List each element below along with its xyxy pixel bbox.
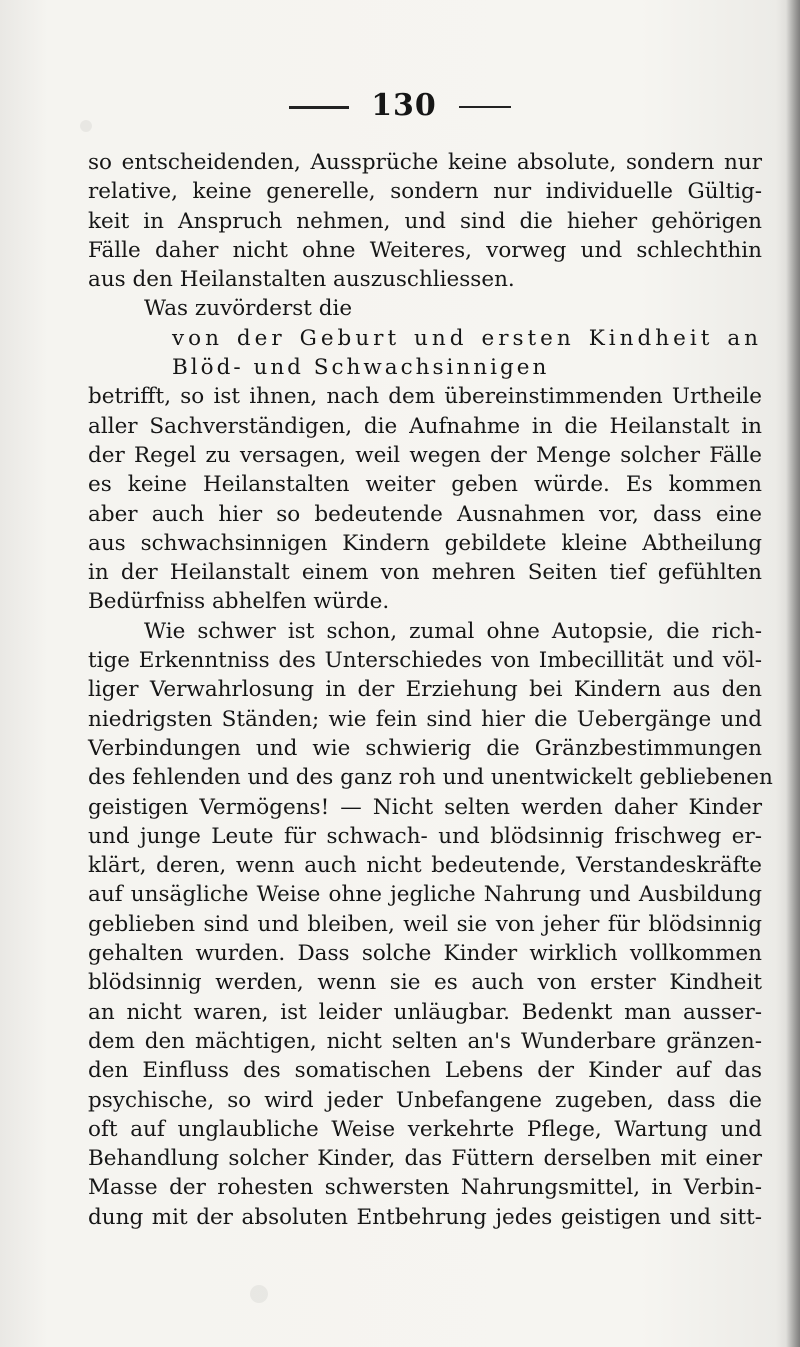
text-line: des fehlenden und des ganz roh und unentwickelt gebliebenen xyxy=(88,765,773,791)
text-line: blödsinnig werden, wenn sie es auch von erster Kindheit xyxy=(88,970,762,996)
text-line: Verbindungen und wie schwierig die Gränzbestimmungen xyxy=(88,735,762,761)
text-line: psychische, so wird jeder Unbefangene zugeben, dass die xyxy=(88,1087,762,1113)
paper-spot xyxy=(250,1285,268,1303)
text-line: aus den Heilanstalten auszuschliessen. xyxy=(88,267,515,293)
text-line: dung mit der absoluten Entbehrung jedes geistigen und sitt- xyxy=(88,1204,762,1230)
page-number: 130 xyxy=(371,88,437,123)
text-line: und junge Leute für schwach- und blödsinnig frischweg er- xyxy=(88,823,762,849)
text-line: betrifft, so ist ihnen, nach dem übereinstimmenden Urtheile xyxy=(88,384,762,410)
text-line: Was zuvörderst die xyxy=(144,296,353,322)
text-line: relative, keine generelle, sondern nur individuelle Gültig- xyxy=(88,179,762,205)
body-text xyxy=(88,148,773,1232)
text-line: liger Verwahrlosung in der Erziehung bei Kindern aus den xyxy=(88,677,762,703)
text-line: gehalten wurden. Dass solche Kinder wirklich vollkommen xyxy=(88,941,762,967)
header-rule-left xyxy=(289,106,349,109)
text-line: oft auf unglaubliche Weise verkehrte Pflege, Wartung und xyxy=(88,1116,762,1142)
text-line: geblieben sind und bleiben, weil sie von jeher für blödsinnig xyxy=(88,911,762,937)
text-line: Masse der rohesten schwersten Nahrungsmittel, in Verbin- xyxy=(88,1175,762,1201)
page-header xyxy=(0,88,800,124)
heading-line: Blöd- und Schwachsinnigen xyxy=(172,355,550,381)
text-line: klärt, deren, wenn auch nicht bedeutende, Verstandeskräfte xyxy=(88,853,762,879)
text-line: dem den mächtigen, nicht selten an's Wunderbare gränzen- xyxy=(88,1028,762,1054)
text-line: keit in Anspruch nehmen, und sind die hieher gehörigen xyxy=(88,208,762,234)
text-line: in der Heilanstalt einem von mehren Seiten tief gefühlten xyxy=(88,560,762,586)
header-rule-right xyxy=(459,106,511,108)
heading-line: von der Geburt und ersten Kindheit an xyxy=(172,325,762,351)
text-line: aller Sachverständigen, die Aufnahme in die Heilanstalt in xyxy=(88,413,762,439)
text-line: so entscheidenden, Aussprüche keine absolute, sondern nur xyxy=(88,150,762,175)
text-line: geistigen Vermögens! — Nicht selten werden daher Kinder xyxy=(88,794,762,820)
text-line: Bedürfniss abhelfen würde. xyxy=(88,589,390,615)
text-line: den Einfluss des somatischen Lebens der Kinder auf das xyxy=(88,1058,762,1084)
page-edge-shadow xyxy=(786,0,800,1347)
text-line: Fälle daher nicht ohne Weiteres, vorweg und schlechthin xyxy=(88,237,762,263)
text-line: es keine Heilanstalten weiter geben würde. Es kommen xyxy=(88,472,762,498)
text-line: niedrigsten Ständen; wie fein sind hier die Uebergänge und xyxy=(88,706,762,732)
text-line: aber auch hier so bedeutende Ausnahmen vor, dass eine xyxy=(88,501,762,527)
text-line: aus schwachsinnigen Kindern gebildete kleine Abtheilung xyxy=(88,530,762,556)
text-line: Behandlung solcher Kinder, das Füttern derselben mit einer xyxy=(88,1146,762,1172)
text-line: der Regel zu versagen, weil wegen der Menge solcher Fälle xyxy=(88,442,762,468)
text-line: an nicht waren, ist leider unläugbar. Bedenkt man ausser- xyxy=(88,999,762,1025)
text-line: tige Erkenntniss des Unterschiedes von Imbecillität und völ- xyxy=(88,648,762,674)
text-line: Wie schwer ist schon, zumal ohne Autopsie, die rich- xyxy=(144,618,762,644)
text-line: auf unsägliche Weise ohne jegliche Nahrung und Ausbildung xyxy=(88,882,762,908)
